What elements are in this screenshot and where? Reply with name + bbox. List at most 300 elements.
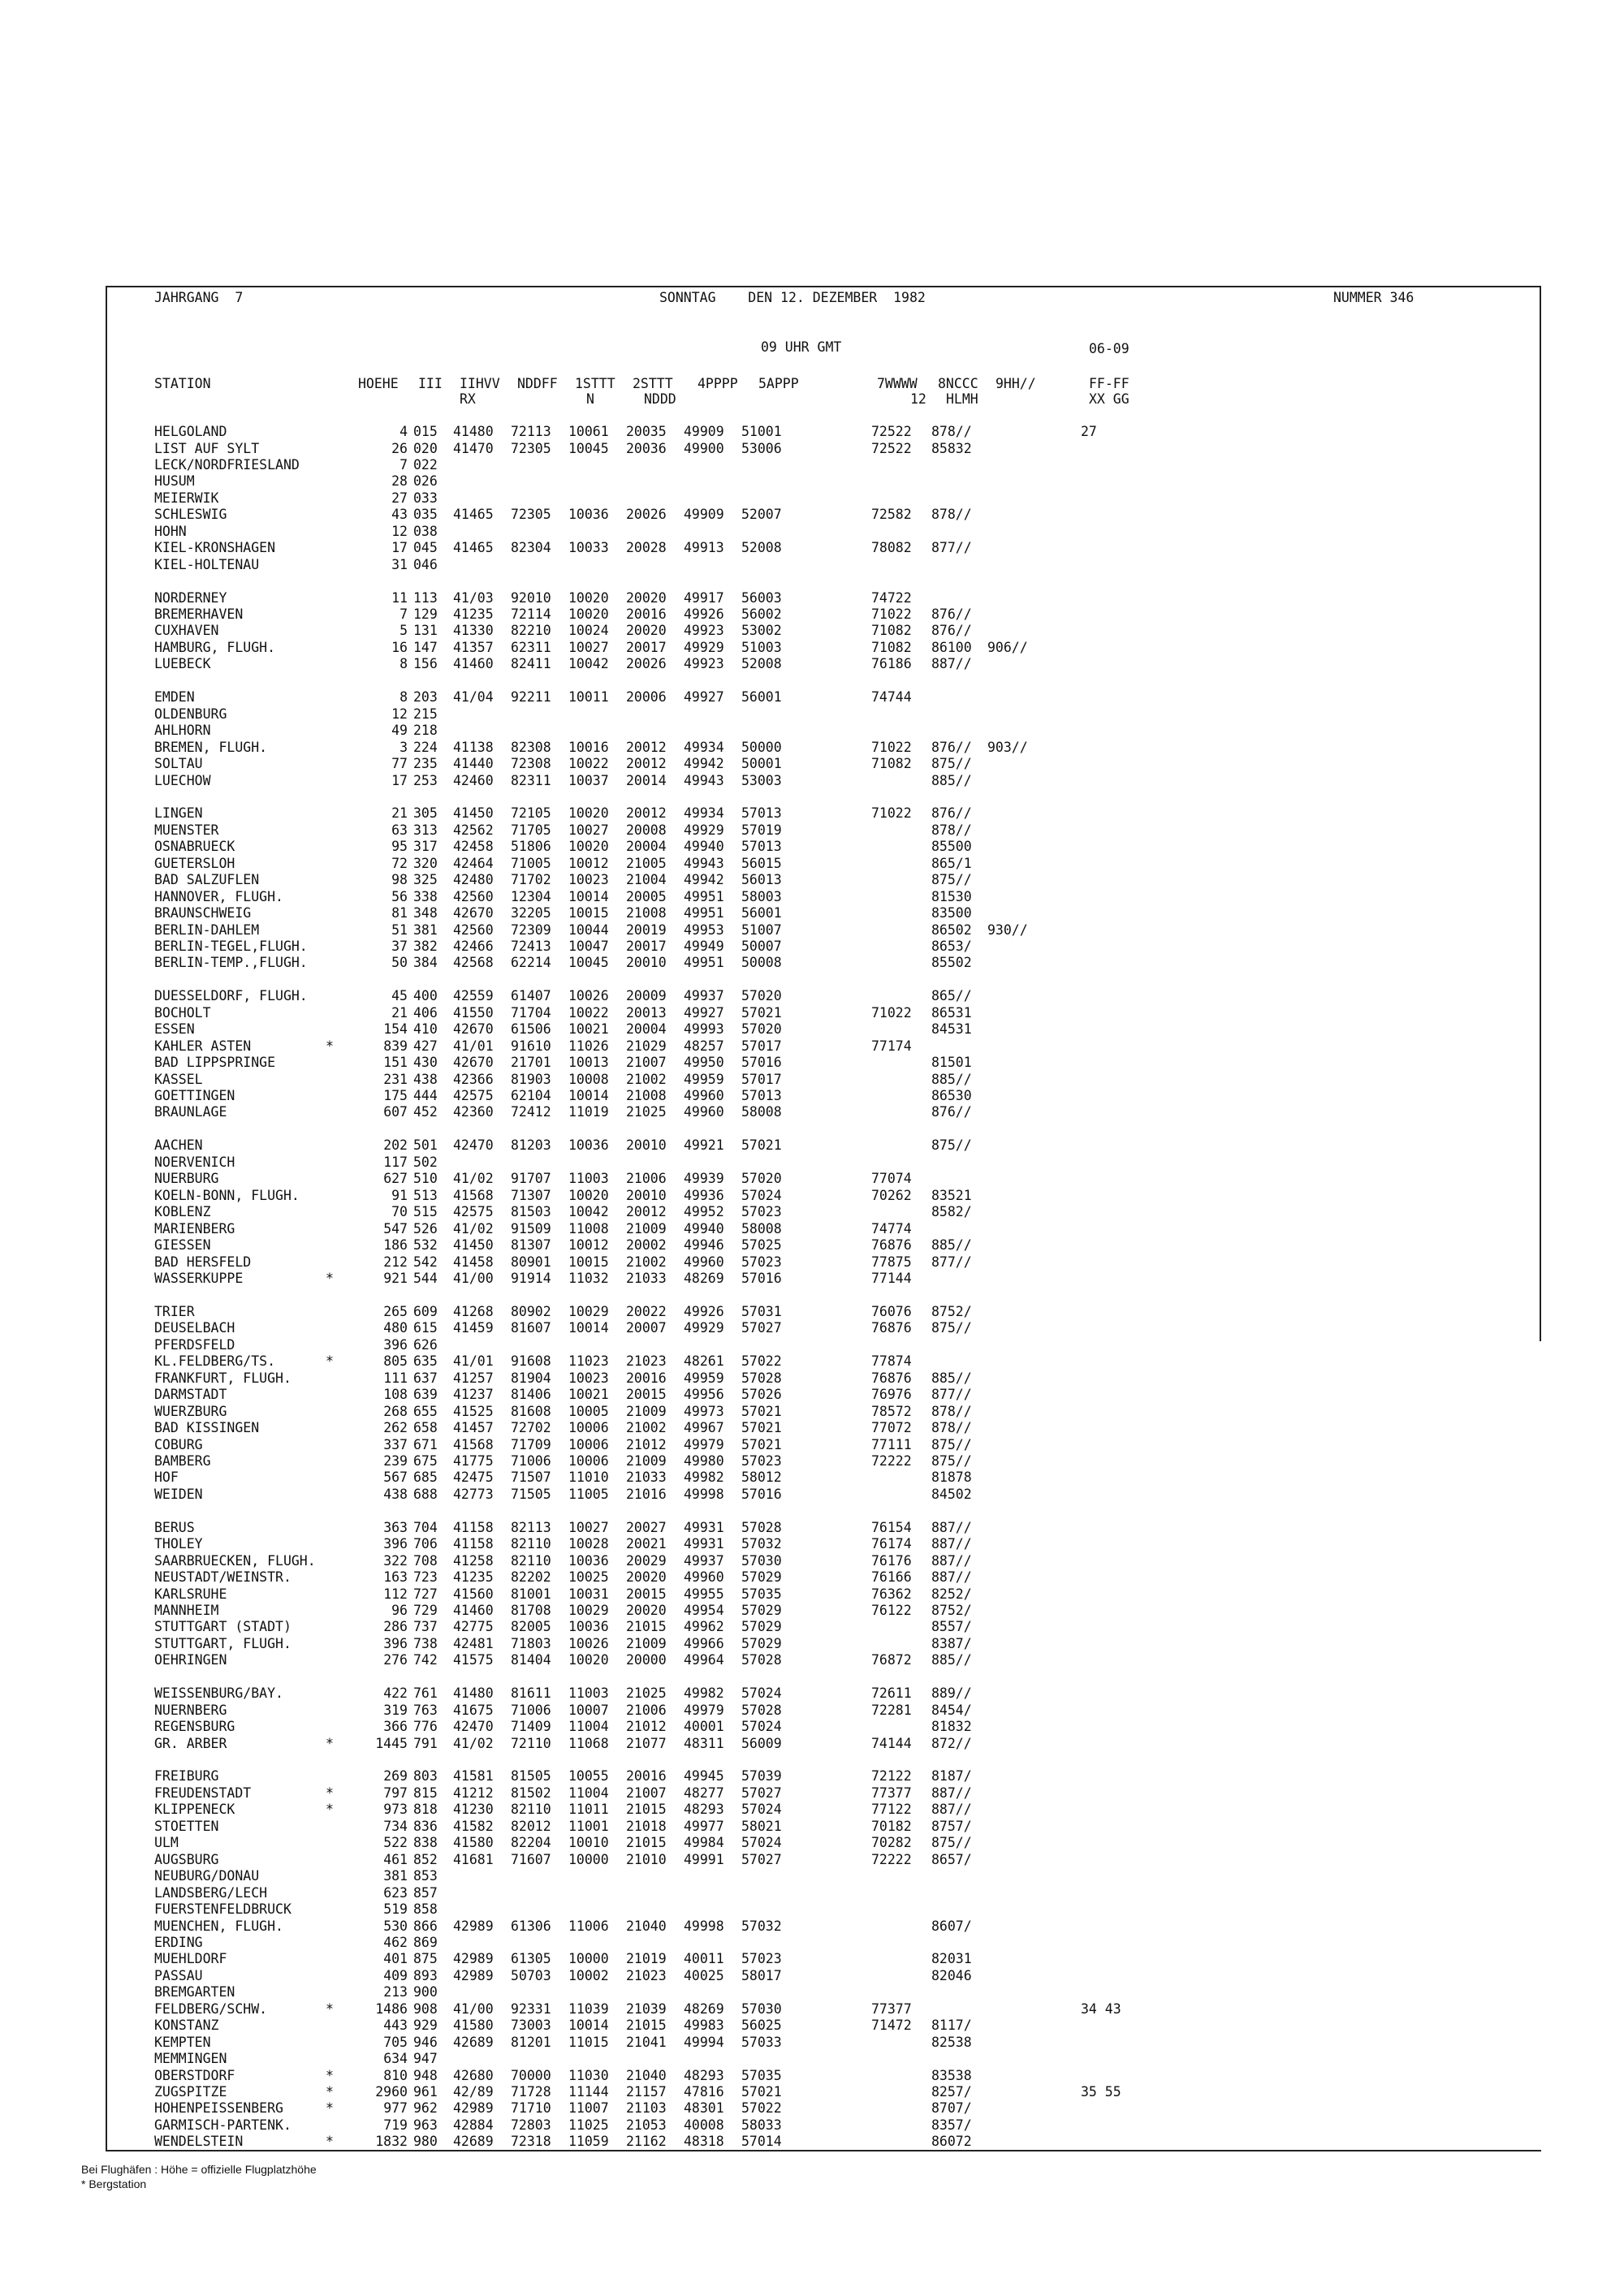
station-height: 286 bbox=[383, 1619, 408, 1635]
nccc-value: 83521 bbox=[931, 1187, 972, 1203]
wwww-value: 76872 bbox=[871, 1652, 912, 1668]
sttt2-value: 21103 bbox=[626, 2100, 667, 2117]
iihvv-value: 42689 bbox=[453, 2034, 494, 2050]
nccc-value: 8117/ bbox=[931, 2018, 972, 2034]
iihvv-value: 41460 bbox=[453, 1603, 494, 1618]
station-id: 045 bbox=[413, 540, 438, 556]
pppp-value: 49977 bbox=[684, 1818, 724, 1834]
pppp-value: 49960 bbox=[684, 1104, 724, 1120]
station-height: 810 bbox=[383, 2067, 408, 2083]
station-height: 17 bbox=[391, 772, 408, 788]
station-name: PFERDSFELD bbox=[154, 1336, 235, 1353]
pppp-value: 49998 bbox=[684, 1486, 724, 1502]
iihvv-value: 41/03 bbox=[453, 589, 494, 606]
station-name: FUERSTENFELDBRUCK bbox=[154, 1901, 292, 1918]
appp-value: 57016 bbox=[741, 1486, 782, 1502]
table-row bbox=[0, 507, 1624, 523]
nddff-value: 82311 bbox=[511, 772, 551, 788]
station-height: 268 bbox=[383, 1403, 408, 1419]
station-id: 961 bbox=[413, 2084, 438, 2100]
sttt1-value: 11025 bbox=[568, 2117, 609, 2133]
station-name: NUERBURG bbox=[154, 1171, 219, 1187]
sttt2-value: 21012 bbox=[626, 1436, 667, 1452]
nccc-value: 85500 bbox=[931, 839, 972, 855]
iihvv-value: 42575 bbox=[453, 1204, 494, 1220]
iihvv-value: 41459 bbox=[453, 1320, 494, 1336]
station-id: 626 bbox=[413, 1336, 438, 1353]
appp-value: 57021 bbox=[741, 1403, 782, 1419]
sttt2-value: 20029 bbox=[626, 1552, 667, 1569]
nddff-value: 71710 bbox=[511, 2100, 551, 2117]
station-name: KEMPTEN bbox=[154, 2034, 211, 2050]
iihvv-value: 41675 bbox=[453, 1702, 494, 1718]
station-id: 382 bbox=[413, 938, 438, 954]
sttt2-value: 20016 bbox=[626, 606, 667, 622]
station-id: 020 bbox=[413, 440, 438, 456]
nddff-value: 81203 bbox=[511, 1137, 551, 1154]
sttt2-value: 20021 bbox=[626, 1536, 667, 1552]
nccc-value: 878// bbox=[931, 1420, 972, 1435]
sttt2-value: 21157 bbox=[626, 2084, 667, 2100]
table-row bbox=[0, 623, 1624, 639]
station-height: 805 bbox=[383, 1353, 408, 1370]
station-id: 893 bbox=[413, 1967, 438, 1983]
sttt2-value: 20020 bbox=[626, 589, 667, 606]
nccc-value: 887// bbox=[931, 656, 972, 672]
station-name: GOETTINGEN bbox=[154, 1088, 235, 1103]
sttt1-value: 11032 bbox=[568, 1271, 609, 1286]
station-id: 113 bbox=[413, 589, 438, 606]
station-id: 033 bbox=[413, 490, 438, 506]
station-height: 973 bbox=[383, 1802, 408, 1818]
sttt1-value: 10023 bbox=[568, 872, 609, 888]
table-row bbox=[0, 1370, 1624, 1387]
station-name: BERLIN-TEMP.,FLUGH. bbox=[154, 955, 308, 971]
station-name: COBURG bbox=[154, 1436, 203, 1452]
station-id: 452 bbox=[413, 1104, 438, 1120]
nddff-value: 81404 bbox=[511, 1652, 551, 1668]
nccc-value: 8454/ bbox=[931, 1702, 972, 1718]
station-id: 838 bbox=[413, 1835, 438, 1851]
station-id: 737 bbox=[413, 1619, 438, 1635]
nddff-value: 81903 bbox=[511, 1071, 551, 1087]
ffff-value: 35 55 bbox=[1081, 2084, 1121, 2100]
sttt1-value: 10026 bbox=[568, 988, 609, 1004]
wwww-value: 72611 bbox=[871, 1685, 912, 1702]
pppp-value: 49952 bbox=[684, 1204, 724, 1220]
mountain-marker: * bbox=[326, 2134, 334, 2150]
station-height: 401 bbox=[383, 1951, 408, 1967]
station-id: 515 bbox=[413, 1204, 438, 1220]
nccc-value: 8752/ bbox=[931, 1303, 972, 1319]
station-id: 776 bbox=[413, 1719, 438, 1735]
sttt1-value: 10006 bbox=[568, 1420, 609, 1435]
nddff-value: 92010 bbox=[511, 589, 551, 606]
pppp-value: 49949 bbox=[684, 938, 724, 954]
appp-value: 57016 bbox=[741, 1055, 782, 1071]
sttt1-value: 10014 bbox=[568, 2018, 609, 2034]
table-row bbox=[0, 939, 1624, 955]
pppp-value: 40008 bbox=[684, 2117, 724, 2133]
table-row bbox=[0, 1271, 1624, 1287]
table-row bbox=[0, 1487, 1624, 1503]
station-name: NEUBURG/DONAU bbox=[154, 1868, 260, 1884]
nccc-value: 876// bbox=[931, 739, 972, 755]
station-name: HANNOVER, FLUGH. bbox=[154, 888, 283, 904]
nddff-value: 51806 bbox=[511, 839, 551, 855]
pppp-value: 49929 bbox=[684, 1320, 724, 1336]
station-id: 317 bbox=[413, 839, 438, 855]
appp-value: 57024 bbox=[741, 1719, 782, 1735]
sttt2-value: 21041 bbox=[626, 2034, 667, 2050]
station-id: 147 bbox=[413, 639, 438, 655]
station-id: 688 bbox=[413, 1486, 438, 1502]
appp-value: 57025 bbox=[741, 1237, 782, 1253]
station-name: SOLTAU bbox=[154, 756, 203, 771]
table-row bbox=[0, 723, 1624, 739]
sttt2-value: 20013 bbox=[626, 1004, 667, 1021]
station-name: KIEL-HOLTENAU bbox=[154, 556, 260, 572]
sttt1-value: 10020 bbox=[568, 589, 609, 606]
sttt2-value: 21053 bbox=[626, 2117, 667, 2133]
table-row bbox=[0, 540, 1624, 556]
sttt1-value: 10024 bbox=[568, 623, 609, 639]
table-row bbox=[0, 1453, 1624, 1470]
appp-value: 57029 bbox=[741, 1603, 782, 1618]
nccc-value: 887// bbox=[931, 1552, 972, 1569]
nddff-value: 81201 bbox=[511, 2034, 551, 2050]
sttt2-value: 20007 bbox=[626, 1320, 667, 1336]
pppp-value: 49923 bbox=[684, 656, 724, 672]
iihvv-value: 42481 bbox=[453, 1635, 494, 1651]
station-id: 235 bbox=[413, 756, 438, 771]
pppp-value: 48318 bbox=[684, 2134, 724, 2150]
appp-value: 57035 bbox=[741, 1586, 782, 1602]
station-id: 325 bbox=[413, 872, 438, 888]
sttt1-value: 11008 bbox=[568, 1220, 609, 1236]
station-height: 396 bbox=[383, 1336, 408, 1353]
table-row bbox=[0, 1520, 1624, 1536]
station-name: KASSEL bbox=[154, 1071, 203, 1087]
station-height: 111 bbox=[383, 1370, 408, 1386]
pppp-value: 49931 bbox=[684, 1536, 724, 1552]
station-id: 853 bbox=[413, 1868, 438, 1884]
iihvv-value: 41212 bbox=[453, 1785, 494, 1801]
station-id: 857 bbox=[413, 1884, 438, 1901]
station-name: LIST AUF SYLT bbox=[154, 440, 260, 456]
pppp-value: 49955 bbox=[684, 1586, 724, 1602]
pppp-value: 49927 bbox=[684, 689, 724, 706]
wwww-value: 71082 bbox=[871, 756, 912, 771]
sttt1-value: 11004 bbox=[568, 1785, 609, 1801]
sttt2-value: 20027 bbox=[626, 1519, 667, 1535]
wwww-value: 76154 bbox=[871, 1519, 912, 1535]
nddff-value: 72113 bbox=[511, 424, 551, 439]
sttt2-value: 20012 bbox=[626, 805, 667, 822]
sttt2-value: 21033 bbox=[626, 1271, 667, 1286]
nccc-value: 8707/ bbox=[931, 2100, 972, 2117]
pppp-value: 49966 bbox=[684, 1635, 724, 1651]
table-row bbox=[0, 1685, 1624, 1702]
wwww-value: 71472 bbox=[871, 2018, 912, 2034]
nccc-value: 86530 bbox=[931, 1088, 972, 1103]
sttt2-value: 21029 bbox=[626, 1038, 667, 1054]
iihvv-value: 41258 bbox=[453, 1552, 494, 1569]
appp-value: 58012 bbox=[741, 1470, 782, 1486]
table-row bbox=[0, 1353, 1624, 1370]
station-id: 438 bbox=[413, 1071, 438, 1087]
sttt2-value: 20005 bbox=[626, 888, 667, 904]
station-height: 70 bbox=[391, 1204, 408, 1220]
station-height: 213 bbox=[383, 1984, 408, 2000]
nccc-value: 876// bbox=[931, 606, 972, 622]
iihvv-value: 42458 bbox=[453, 839, 494, 855]
station-height: 81 bbox=[391, 905, 408, 921]
mountain-marker: * bbox=[326, 1802, 334, 1818]
nddff-value: 81502 bbox=[511, 1785, 551, 1801]
station-height: 519 bbox=[383, 1901, 408, 1918]
station-height: 409 bbox=[383, 1967, 408, 1983]
pppp-value: 49973 bbox=[684, 1403, 724, 1419]
sttt1-value: 10027 bbox=[568, 1519, 609, 1535]
station-name: WENDELSTEIN bbox=[154, 2134, 244, 2150]
appp-value: 58017 bbox=[741, 1967, 782, 1983]
iihvv-value: 41465 bbox=[453, 540, 494, 556]
wwww-value: 77377 bbox=[871, 1785, 912, 1801]
station-id: 803 bbox=[413, 1768, 438, 1785]
sttt1-value: 11068 bbox=[568, 1735, 609, 1751]
sttt1-value: 10027 bbox=[568, 639, 609, 655]
appp-value: 57031 bbox=[741, 1303, 782, 1319]
wwww-value: 78572 bbox=[871, 1403, 912, 1419]
nddff-value: 81001 bbox=[511, 1586, 551, 1602]
station-name: BERLIN-TEGEL,FLUGH. bbox=[154, 938, 308, 954]
station-name: KIEL-KRONSHAGEN bbox=[154, 540, 276, 556]
station-name: AACHEN bbox=[154, 1137, 203, 1154]
pppp-value: 48311 bbox=[684, 1735, 724, 1751]
iihvv-value: 42475 bbox=[453, 1470, 494, 1486]
station-id: 706 bbox=[413, 1536, 438, 1552]
table-row bbox=[0, 839, 1624, 855]
station-id: 526 bbox=[413, 1220, 438, 1236]
station-id: 761 bbox=[413, 1685, 438, 1702]
pppp-value: 47816 bbox=[684, 2084, 724, 2100]
wwww-value: 76876 bbox=[871, 1320, 912, 1336]
pppp-value: 49923 bbox=[684, 623, 724, 639]
sttt1-value: 10000 bbox=[568, 1851, 609, 1867]
wwww-value: 77377 bbox=[871, 2000, 912, 2017]
wwww-value: 74722 bbox=[871, 589, 912, 606]
col-nddff: NDDFF bbox=[517, 376, 558, 391]
col-xxgg: XX GG bbox=[1089, 391, 1129, 407]
pppp-value: 49936 bbox=[684, 1187, 724, 1203]
station-height: 212 bbox=[383, 1254, 408, 1270]
table-row bbox=[0, 1984, 1624, 2000]
station-name: NUERNBERG bbox=[154, 1702, 227, 1718]
station-height: 2960 bbox=[375, 2084, 408, 2100]
table-row bbox=[0, 905, 1624, 921]
nddff-value: 71803 bbox=[511, 1635, 551, 1651]
header-nummer: NUMMER 346 bbox=[1333, 290, 1415, 305]
nddff-value: 82005 bbox=[511, 1619, 551, 1635]
station-name: NEUSTADT/WEINSTR. bbox=[154, 1569, 292, 1585]
appp-value: 56013 bbox=[741, 872, 782, 888]
station-name: MUENCHEN, FLUGH. bbox=[154, 1918, 283, 1934]
sttt1-value: 11010 bbox=[568, 1470, 609, 1486]
station-id: 963 bbox=[413, 2117, 438, 2133]
sttt1-value: 10029 bbox=[568, 1603, 609, 1618]
nccc-value: 887// bbox=[931, 1802, 972, 1818]
station-name: HOHN bbox=[154, 523, 187, 539]
appp-value: 57024 bbox=[741, 1802, 782, 1818]
station-name: WUERZBURG bbox=[154, 1403, 227, 1419]
sttt1-value: 11019 bbox=[568, 1104, 609, 1120]
station-name: MEMMINGEN bbox=[154, 2051, 227, 2067]
table-row bbox=[0, 1387, 1624, 1403]
iihvv-value: 41257 bbox=[453, 1370, 494, 1386]
station-height: 11 bbox=[391, 589, 408, 606]
appp-value: 57021 bbox=[741, 1420, 782, 1435]
sttt2-value: 20016 bbox=[626, 1370, 667, 1386]
pppp-value: 49993 bbox=[684, 1021, 724, 1038]
nccc-value: 885// bbox=[931, 1370, 972, 1386]
iihvv-value: 41330 bbox=[453, 623, 494, 639]
pppp-value: 49945 bbox=[684, 1768, 724, 1785]
sttt1-value: 10021 bbox=[568, 1387, 609, 1403]
sttt2-value: 21007 bbox=[626, 1785, 667, 1801]
station-id: 400 bbox=[413, 988, 438, 1004]
station-name: MUENSTER bbox=[154, 822, 219, 838]
nccc-value: 8257/ bbox=[931, 2084, 972, 2100]
col-iii: III bbox=[418, 376, 443, 391]
pppp-value: 48277 bbox=[684, 1785, 724, 1801]
pppp-value: 49982 bbox=[684, 1470, 724, 1486]
iihvv-value: 41450 bbox=[453, 1237, 494, 1253]
wwww-value: 74144 bbox=[871, 1735, 912, 1751]
nddff-value: 82110 bbox=[511, 1802, 551, 1818]
iihvv-value: 42884 bbox=[453, 2117, 494, 2133]
station-id: 671 bbox=[413, 1436, 438, 1452]
station-name: FRANKFURT, FLUGH. bbox=[154, 1370, 292, 1386]
table-row bbox=[0, 1918, 1624, 1935]
nccc-value: 86072 bbox=[931, 2134, 972, 2150]
sttt1-value: 10020 bbox=[568, 839, 609, 855]
station-height: 977 bbox=[383, 2100, 408, 2117]
appp-value: 58033 bbox=[741, 2117, 782, 2133]
mountain-marker: * bbox=[326, 2000, 334, 2017]
appp-value: 57026 bbox=[741, 1387, 782, 1403]
station-name: LUECHOW bbox=[154, 772, 211, 788]
nccc-value: 878// bbox=[931, 1403, 972, 1419]
appp-value: 58008 bbox=[741, 1104, 782, 1120]
appp-value: 52008 bbox=[741, 656, 782, 672]
station-height: 12 bbox=[391, 523, 408, 539]
appp-value: 57023 bbox=[741, 1951, 782, 1967]
sttt2-value: 21162 bbox=[626, 2134, 667, 2150]
sttt1-value: 11005 bbox=[568, 1486, 609, 1502]
table-row bbox=[0, 1005, 1624, 1021]
sttt1-value: 10014 bbox=[568, 1320, 609, 1336]
sttt1-value: 10022 bbox=[568, 756, 609, 771]
pppp-value: 49967 bbox=[684, 1420, 724, 1435]
station-height: 1445 bbox=[375, 1735, 408, 1751]
iihvv-value: 41575 bbox=[453, 1652, 494, 1668]
sttt2-value: 20014 bbox=[626, 772, 667, 788]
iihvv-value: 42773 bbox=[453, 1486, 494, 1502]
nccc-value: 875// bbox=[931, 1452, 972, 1469]
table-row bbox=[0, 1320, 1624, 1336]
nddff-value: 72309 bbox=[511, 921, 551, 938]
station-id: 815 bbox=[413, 1785, 438, 1801]
sttt2-value: 21015 bbox=[626, 2018, 667, 2034]
col-7wwww: 7WWWW bbox=[877, 376, 918, 391]
sttt1-value: 10028 bbox=[568, 1536, 609, 1552]
nddff-value: 82110 bbox=[511, 1536, 551, 1552]
col-nddd: NDDD bbox=[644, 391, 676, 407]
station-name: LINGEN bbox=[154, 805, 203, 822]
station-name: ULM bbox=[154, 1835, 179, 1851]
station-id: 320 bbox=[413, 855, 438, 871]
nddff-value: 62104 bbox=[511, 1088, 551, 1103]
appp-value: 58003 bbox=[741, 888, 782, 904]
sttt2-value: 20019 bbox=[626, 921, 667, 938]
sttt2-value: 21008 bbox=[626, 1088, 667, 1103]
sttt1-value: 10005 bbox=[568, 1403, 609, 1419]
sttt2-value: 21002 bbox=[626, 1254, 667, 1270]
station-name: HUSUM bbox=[154, 473, 195, 490]
station-id: 609 bbox=[413, 1303, 438, 1319]
sttt1-value: 10045 bbox=[568, 440, 609, 456]
sttt1-value: 10020 bbox=[568, 1187, 609, 1203]
iihvv-value: 41235 bbox=[453, 1569, 494, 1585]
nccc-value: 83538 bbox=[931, 2067, 972, 2083]
sttt2-value: 21023 bbox=[626, 1967, 667, 1983]
appp-value: 57032 bbox=[741, 1918, 782, 1934]
iihvv-value: 41/02 bbox=[453, 1171, 494, 1187]
nddff-value: 71507 bbox=[511, 1470, 551, 1486]
wwww-value: 76876 bbox=[871, 1237, 912, 1253]
station-id: 615 bbox=[413, 1320, 438, 1336]
nddff-value: 71705 bbox=[511, 822, 551, 838]
table-row bbox=[0, 1736, 1624, 1752]
table-row bbox=[0, 1636, 1624, 1652]
station-id: 026 bbox=[413, 473, 438, 490]
appp-value: 56015 bbox=[741, 855, 782, 871]
station-height: 8 bbox=[400, 656, 408, 672]
appp-value: 57029 bbox=[741, 1569, 782, 1585]
station-name: BRAUNSCHWEIG bbox=[154, 905, 252, 921]
station-id: 738 bbox=[413, 1635, 438, 1651]
iihvv-value: 41681 bbox=[453, 1851, 494, 1867]
iihvv-value: 42559 bbox=[453, 988, 494, 1004]
station-id: 947 bbox=[413, 2051, 438, 2067]
table-row bbox=[0, 1038, 1624, 1055]
table-row bbox=[0, 1951, 1624, 1967]
hh-value: 930// bbox=[987, 921, 1028, 938]
appp-value: 57020 bbox=[741, 988, 782, 1004]
table-row bbox=[0, 805, 1624, 822]
nddff-value: 72305 bbox=[511, 440, 551, 456]
wwww-value: 72222 bbox=[871, 1851, 912, 1867]
sttt1-value: 10061 bbox=[568, 424, 609, 439]
sttt2-value: 20028 bbox=[626, 540, 667, 556]
nddff-value: 71006 bbox=[511, 1702, 551, 1718]
station-height: 77 bbox=[391, 756, 408, 771]
nccc-value: 889// bbox=[931, 1685, 972, 1702]
pppp-value: 49954 bbox=[684, 1603, 724, 1618]
col-9hh: 9HH// bbox=[996, 376, 1036, 391]
station-name: WASSERKUPPE bbox=[154, 1271, 244, 1286]
